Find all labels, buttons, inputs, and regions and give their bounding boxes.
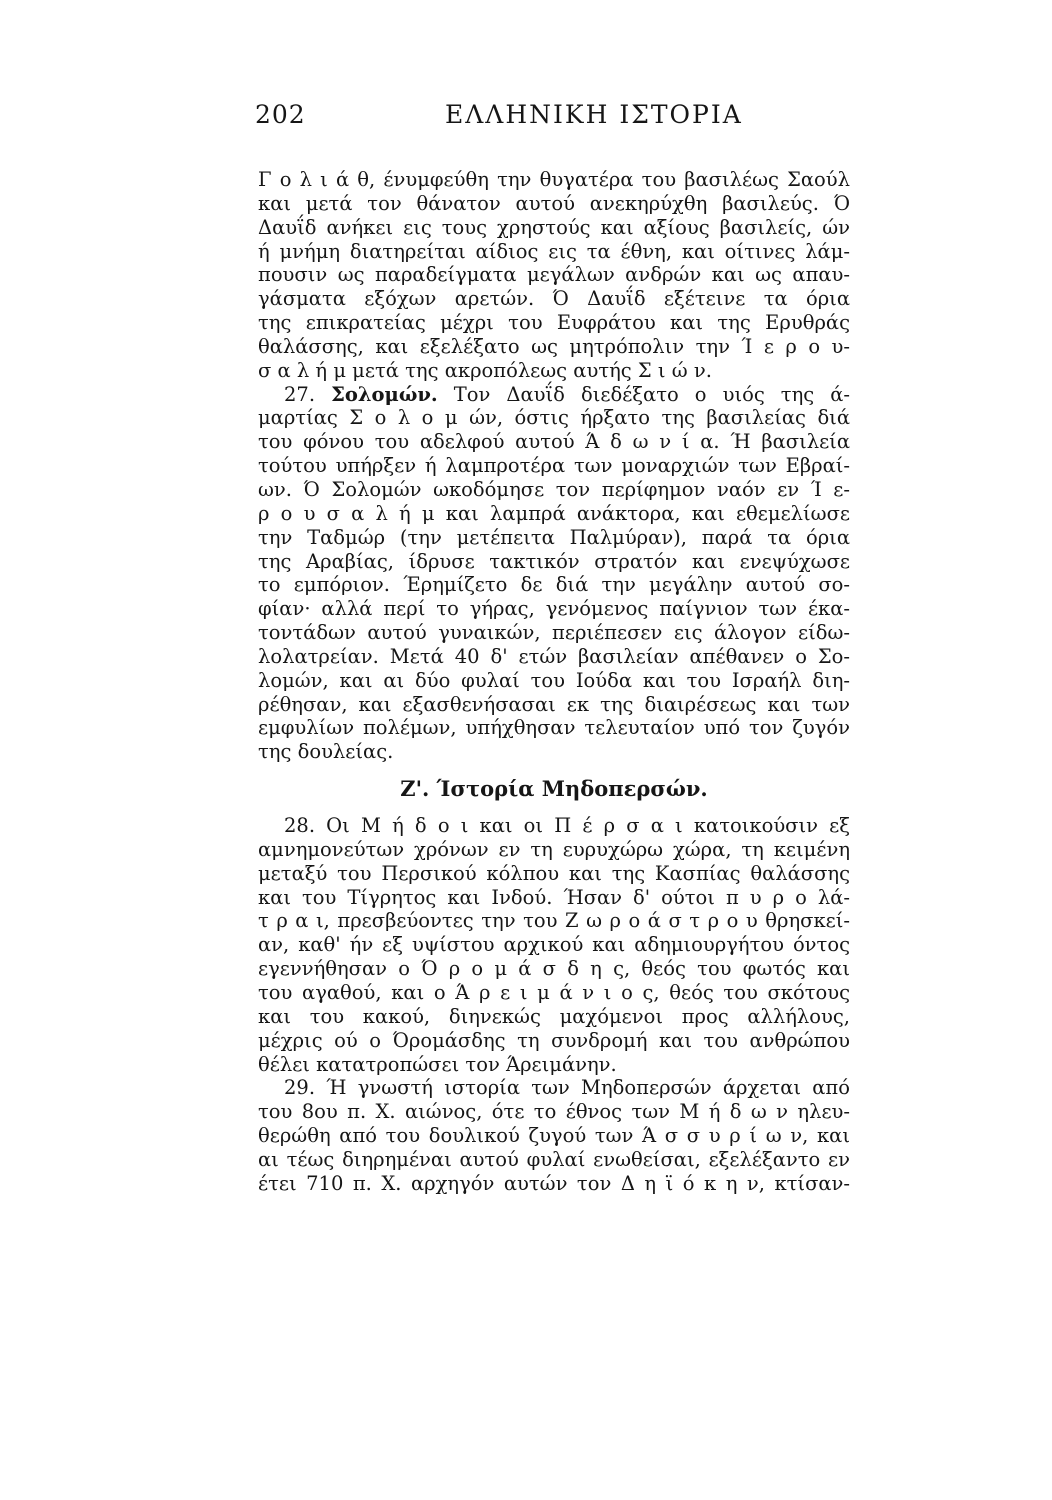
text-line: της Αραβίας, ίδρυσε τακτικόν στρατόν και ενεψύχωσε [258,549,850,573]
section-27-first-line [258,383,850,407]
text-line: λομών, και αι δύο φυλαί του Ιούδα και του Ισραήλ διη- [258,668,850,692]
text-line: 29. Ή γνωστή ιστορία των Μηδοπερσών άρχεται από [284,1076,850,1100]
text-line: μεταξύ του Περσικού κόλπου και της Κασπίας θαλάσσης [258,861,850,885]
text-line: την Ταδμώρ (την μετέπειτα Παλμύραν), παρά τα όρια [258,525,850,549]
text-line: σ α λ ή μ μετά της ακροπόλεως αυτής Σ ι ώ ν. [258,358,712,382]
body-text [258,168,850,1196]
text-line: του 8ου π. Χ. αιώνος, ότε το έθνος των Μ ή δ ω ν ηλευ- [258,1100,850,1124]
text-line: έτει 710 π. Χ. αρχηγόν αυτών τον Δ η ϊ ό κ η ν, κτίσαν- [258,1171,850,1195]
text-line: θερώθη από του δουλικού ζυγού των Ά σ σ υ ρ ί ω ν, και [258,1124,850,1148]
text-line: αμνημονεύτων χρόνων εν τη ευρυχώρω χώρα, τη κειμένη [258,837,850,861]
text-line: τούτου υπήρξεν ή λαμπροτέρα των μοναρχιών των Εβραί- [258,454,850,478]
text-line: ων. Ό Σολομών ωκοδόμησε τον περίφημον ναόν εν Ί ε- [258,477,850,501]
page-number: 202 [255,100,306,129]
text-line: εμφυλίων πολέμων, υπήχθησαν τελευταίον υπό τον ζυγόν [258,716,850,740]
section-title: Σολομών. [331,382,438,406]
text-line: ή μνήμη διατηρείται αίδιος εις τα έθνη, και οίτινες λάμ- [258,239,850,263]
section-number: 27. [284,382,316,406]
text-line: γάσματα εξόχων αρετών. Ό Δαυΐδ εξέτεινε τα όρια [258,287,850,311]
text-line: της δουλείας. [258,740,394,764]
text-line: το εμπόριον. Έρημίζετο δε διά την μεγάλην αυτού σο- [258,573,850,597]
text-line: τ ρ α ι, πρεσβεύοντες την του Ζ ω ρ ο ά σ τ ρ ο υ θρησκεί- [258,909,850,933]
text-line: πουσιν ως παραδείγματα μεγάλων ανδρών και ως απαυ- [258,263,850,287]
chapter-heading: Ζ'. Ίστορία Μηδοπερσών. [400,776,708,802]
text-line: μαρτίας Σ ο λ ο μ ών, όστις ήρξατο της βασιλείας διά [258,406,850,430]
text-line: ρέθησαν, και εξασθενήσασαι εκ της διαιρέσεως και των [258,692,850,716]
text-line: μέχρις ού ο Όρομάσδης τη συνδρομή και του ανθρώπου [258,1028,850,1052]
text-line: αι τέως διηρημέναι αυτού φυλαί ενωθείσαι, εξελέξαντο εν [258,1147,850,1171]
text-line: ρ ο υ σ α λ ή μ και λαμπρά ανάκτορα, και εθεμελίωσε [258,501,850,525]
text-line: του φόνου του αδελφού αυτού Ά δ ω ν ί α. Ή βασιλεία [258,430,850,454]
text-line: και μετά τον θάνατον αυτού ανεκηρύχθη βασιλεύς. Ό [258,191,850,215]
running-title: ΕΛΛΗΝΙΚΗ ΙΣΤΟΡΙΑ [445,100,743,129]
text-line: Δαυΐδ ανήκει εις τους χρηστούς και αξίους βασιλείς, ών [258,215,850,239]
text-line: θαλάσσης, και εξελέξατο ως μητρόπολιν την Ί ε ρ ο υ- [258,334,850,358]
text-line: τοντάδων αυτού γυναικών, περιέπεσεν εις άλογον είδω- [258,621,850,645]
text-line: του αγαθού, και ο Ά ρ ε ι μ ά ν ι ο ς, θεός του σκότους [258,981,850,1004]
text-line: εγεννήθησαν ο Ό ρ ο μ ά σ δ η ς, θεός του φωτός και [258,957,850,981]
text-line: θέλει κατατροπώσει τον Άρειμάνην. [258,1052,617,1076]
text-line: και του Τίγρητος και Ινδού. Ήσαν δ' ούτοι π υ ρ ο λά- [258,885,850,909]
text-line: και του κακού, διηνεκώς μαχόμενοι προς αλλήλους, [258,1004,850,1028]
text-line: της επικρατείας μέχρι του Ευφράτου και της Ερυθράς [258,311,850,335]
page-header [255,100,837,140]
text-line: Γ ο λ ι ά θ, ένυμφεύθη την θυγατέρα του βασιλέως Σαούλ [258,168,850,191]
text-line: αν, καθ' ήν εξ υψίστου αρχικού και αδημιουργήτου όντος [258,933,850,957]
text-line: 28. Οι Μ ή δ ο ι και οι Π έ ρ σ α ι κατοικούσιν εξ [284,814,850,838]
text-line: Τον Δαυΐδ διεδέξατο ο υιός της ά- [453,382,851,406]
text-line: φίαν· αλλά περί το γήρας, γενόμενος παίγνιον των έκα- [258,597,850,621]
text-line: λολατρείαν. Μετά 40 δ' ετών βασιλείαν απέθανεν ο Σο- [258,644,850,668]
